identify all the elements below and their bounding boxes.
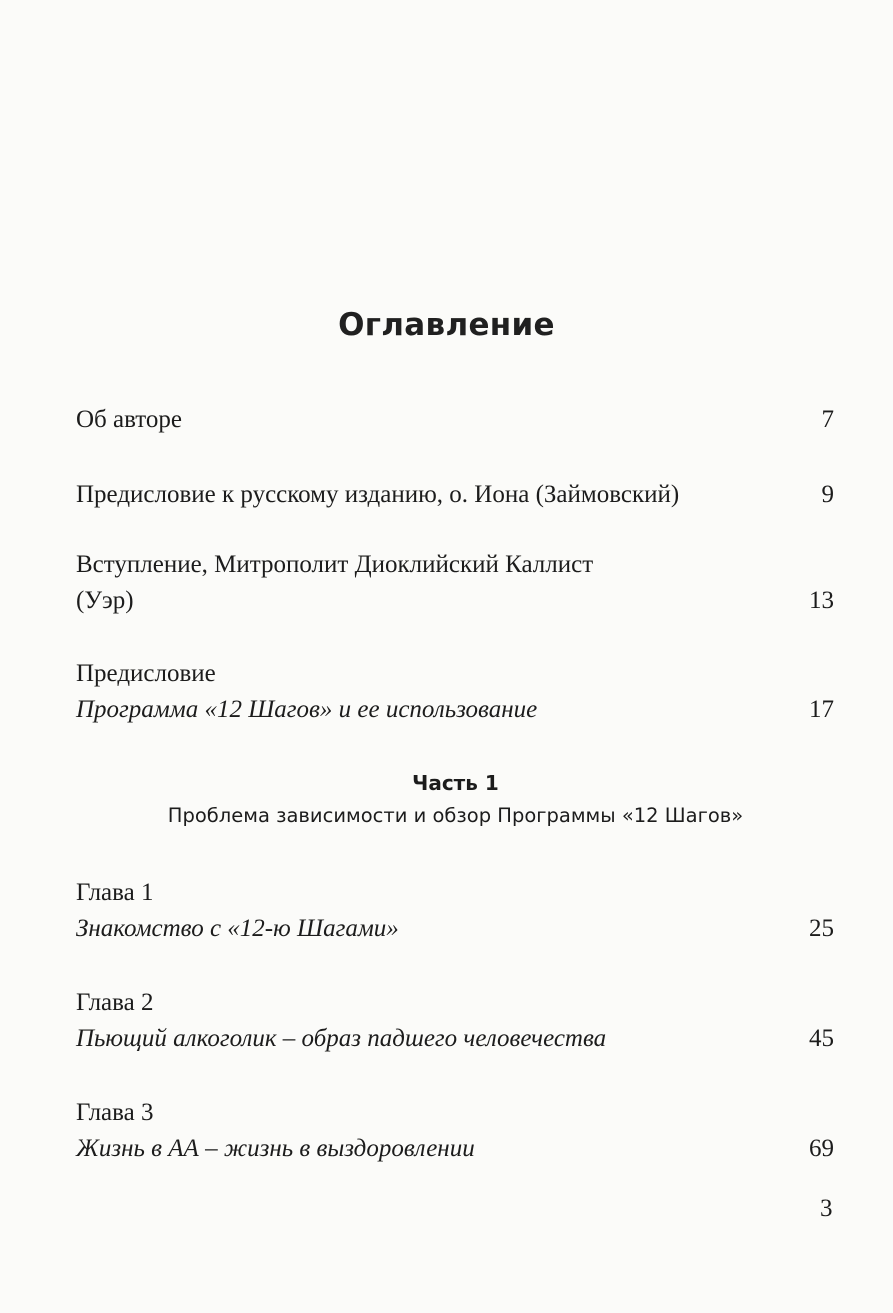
toc-chapter-3 [76, 1095, 834, 1167]
chapter-title: Жизнь в АА – жизнь в выздоровлении [76, 1135, 475, 1162]
toc-chapter-2 [76, 985, 834, 1057]
toc-entry-text-line1: Вступление, Митрополит Диоклийский Каллист [76, 551, 594, 578]
page-title: Оглавление [338, 307, 555, 343]
chapter-page: 69 [809, 1135, 834, 1162]
toc-entry-page: 13 [809, 587, 834, 614]
toc-entry-title: Программа «12 Шагов» и ее использование [76, 696, 538, 723]
toc-entry-russian-preface [76, 477, 834, 513]
toc-entry-about-author [76, 402, 834, 438]
part-label: Часть 1 [412, 771, 499, 795]
toc-entry-text: Предисловие к русскому изданию, о. Иона (Займовский) [76, 481, 680, 508]
part-title: Проблема зависимости и обзор Программы «12 Шагов» [167, 804, 744, 827]
chapter-page: 25 [809, 915, 834, 942]
chapter-page: 45 [809, 1025, 834, 1052]
chapter-label: Глава 1 [76, 879, 154, 906]
toc-entry-label: Предисловие [76, 660, 216, 687]
toc-entry-page: 9 [821, 481, 834, 508]
toc-entry-text-line2: (Уэр) [76, 587, 134, 614]
toc-entry-preface [76, 656, 834, 728]
chapter-title: Знакомство с «12-ю Шагами» [76, 915, 399, 942]
page-number: 3 [820, 1195, 833, 1222]
chapter-label: Глава 3 [76, 1099, 154, 1126]
chapter-title: Пьющий алкоголик – образ падшего человечества [76, 1025, 607, 1052]
toc-entry-text: Об авторе [76, 406, 182, 433]
toc-chapter-1 [76, 875, 834, 947]
toc-entry-page: 7 [821, 406, 834, 433]
part-heading [0, 768, 893, 834]
chapter-label: Глава 2 [76, 989, 154, 1016]
bleed-through-texture [70, 0, 830, 540]
toc-entry-page: 17 [809, 696, 834, 723]
toc-entry-introduction [76, 547, 834, 619]
